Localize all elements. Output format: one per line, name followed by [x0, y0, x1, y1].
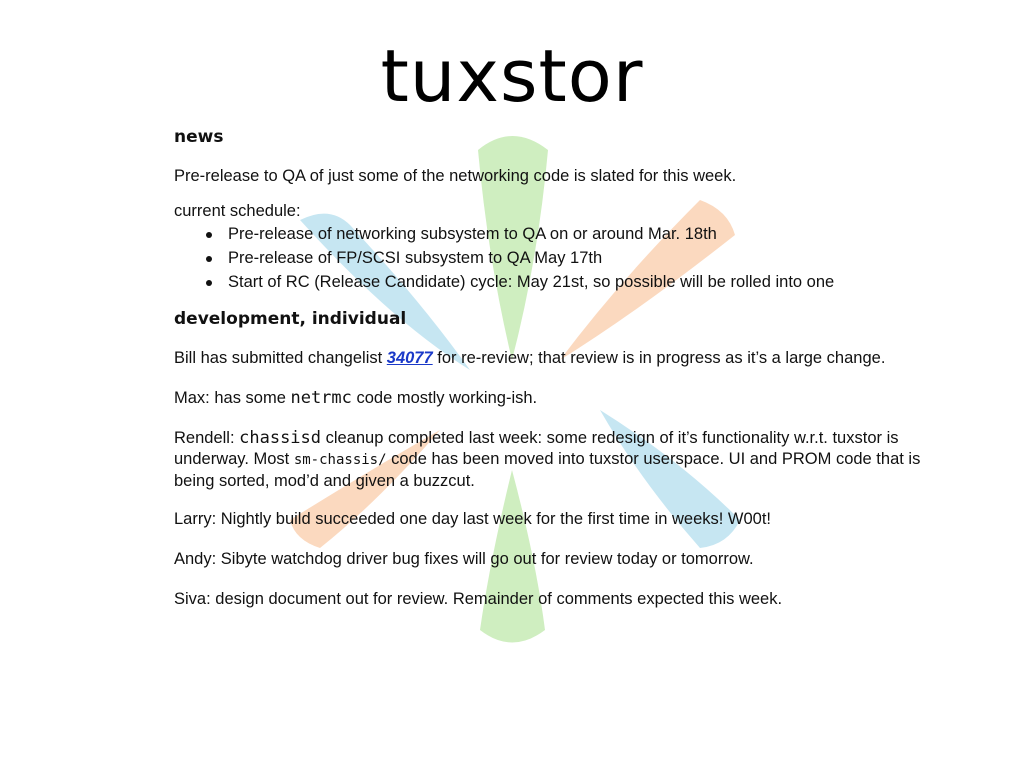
- rendell-update: [174, 428, 934, 492]
- rendell-code-chassisd: chassisd: [239, 428, 322, 448]
- slide-content: [174, 126, 934, 610]
- bill-update: [174, 348, 934, 369]
- siva-update: Siva: design document out for review. Remainder of comments expected this week.: [174, 590, 783, 608]
- development-heading: development, individual: [174, 309, 407, 329]
- andy-update: Andy: Sibyte watchdog driver bug fixes will go out for review today or tomorrow.: [174, 550, 754, 568]
- rendell-text-middle: cleanup completed last week: some redesign of it’s functionality w.r.t. tuxstor is underway. Most: [174, 429, 899, 468]
- larry-update: Larry: Nightly build succeeded one day last week for the first time in weeks! W00t!: [174, 510, 772, 528]
- bill-text-after: for re-review; that review is in progress as it’s a large change.: [432, 349, 886, 367]
- max-code: netrmc: [290, 388, 352, 408]
- max-text-after: code mostly working-ish.: [351, 389, 538, 407]
- news-heading: news: [174, 127, 224, 147]
- news-announcement: Pre-release to QA of just some of the networking code is slated for this week.: [174, 167, 737, 185]
- bill-text-before: Bill has submitted changelist: [174, 349, 387, 367]
- schedule-list: [174, 222, 934, 294]
- changelist-link[interactable]: 34077: [386, 349, 433, 367]
- schedule-label: current schedule:: [174, 202, 301, 220]
- rendell-text-before: Rendell:: [174, 429, 240, 447]
- rendell-text-after: code has been moved into tuxstor userspace. UI and PROM code that is being sorted, mod’d and given a buzzcut.: [174, 450, 921, 490]
- rendell-code-sm-chassis: sm-chassis/: [293, 452, 387, 468]
- schedule-item: Pre-release of FP/SCSI subsystem to QA May 17th: [174, 246, 934, 270]
- max-update: [174, 388, 934, 409]
- schedule-item: Pre-release of networking subsystem to QA on or around Mar. 18th: [174, 222, 934, 246]
- max-text-before: Max: has some: [174, 389, 291, 407]
- slide-title: tuxstor: [380, 34, 644, 118]
- schedule-item: Start of RC (Release Candidate) cycle: May 21st, so possible will be rolled into one: [174, 270, 934, 294]
